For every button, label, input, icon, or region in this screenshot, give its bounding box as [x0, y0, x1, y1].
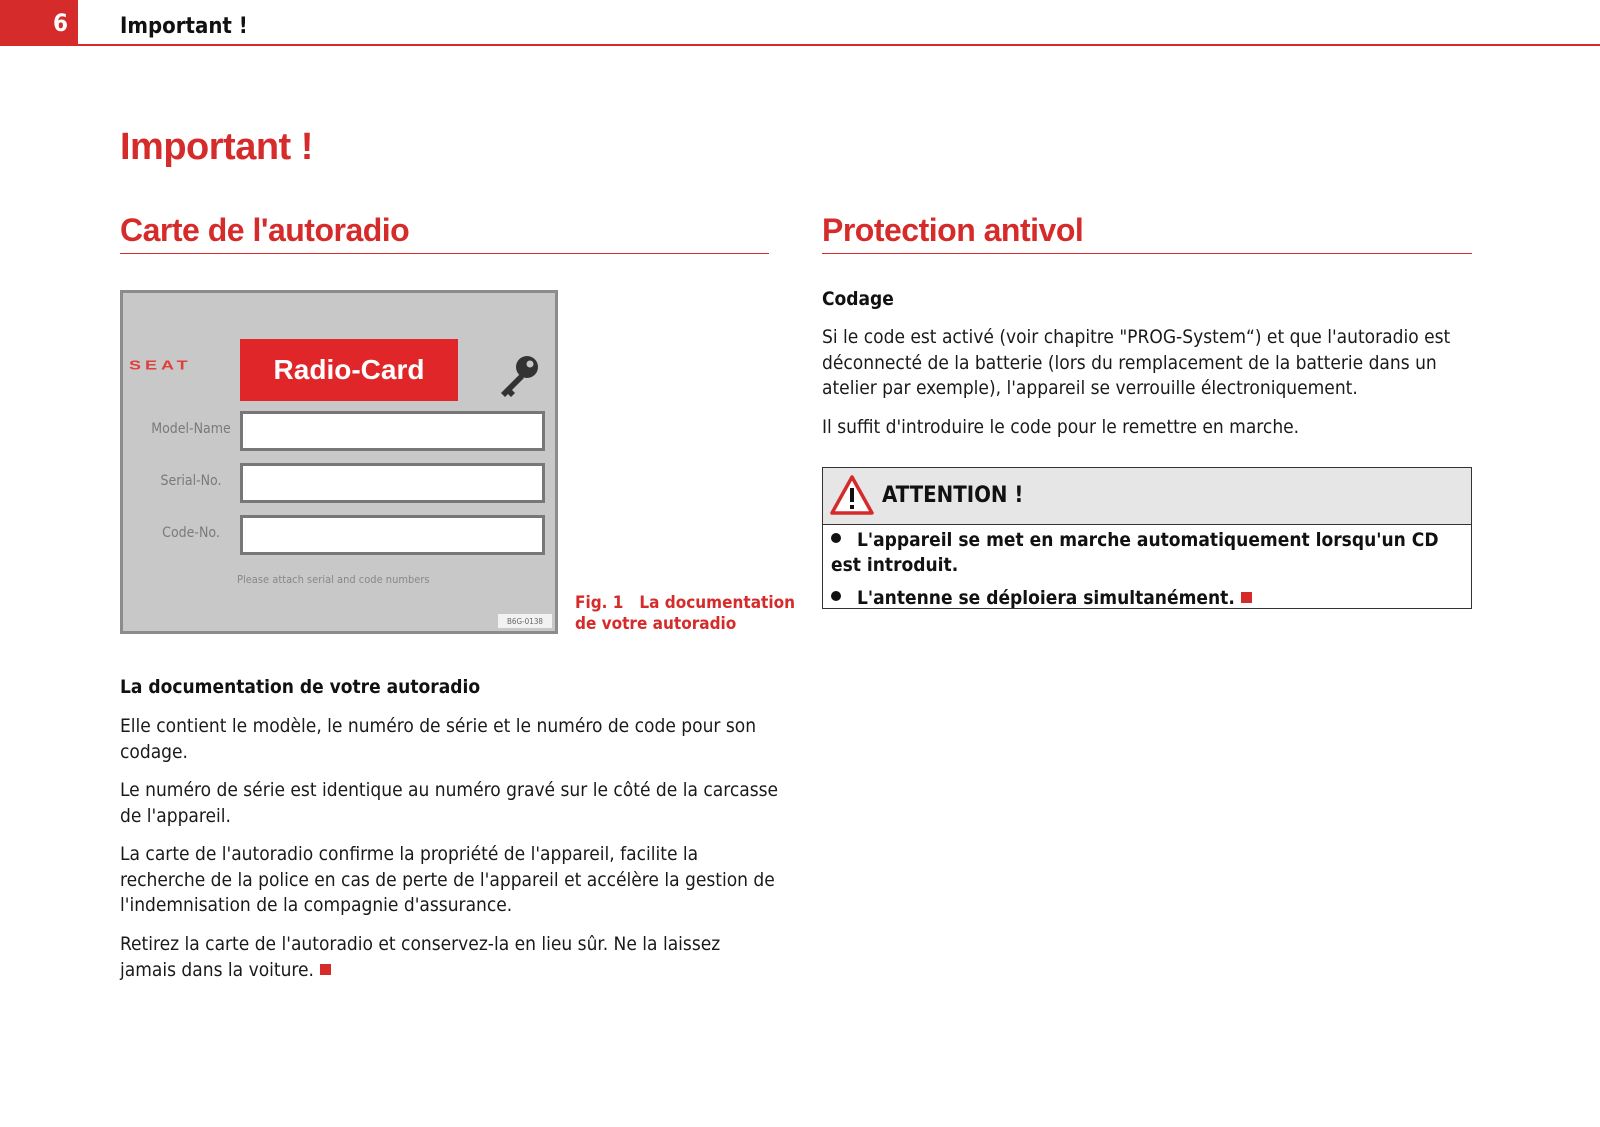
figure-caption-line2: de votre autoradio [575, 614, 737, 634]
serial-no-field [240, 463, 545, 503]
field-label-code: Code-No. [162, 525, 220, 541]
warning-header [823, 468, 1471, 525]
paragraph-contents: Elle contient le modèle, le numéro de série et le numéro de code pour son codage. [120, 715, 757, 763]
figure-caption [575, 593, 795, 635]
model-name-field [240, 411, 545, 451]
bullet [831, 591, 841, 601]
warning-box [822, 467, 1472, 609]
warning-item [831, 586, 1456, 611]
paragraph-coding: Si le code est activé (voir chapitre "PROG-System“) et que l'autoradio est déconnecté de la batterie (lors du remplacement de la batterie dans un atelier par exemple), l'appareil se verrouille électroniquement. [822, 326, 1451, 399]
section-title-radio-card: Carte de l'autoradio [120, 212, 410, 248]
subheading-coding: Codage [822, 288, 894, 310]
paragraph-keep-safe-text: Retirez la carte de l'autoradio et conservez-la en lieu sûr. Ne la laissez jamais dans la voiture. [120, 933, 721, 981]
warning-triangle-icon [829, 474, 875, 516]
header-rule [78, 44, 1600, 46]
running-header: Important ! [120, 14, 248, 39]
page-number: 6 [0, 0, 78, 46]
figure-code: B6G-0138 [498, 614, 552, 628]
bullet [831, 533, 841, 543]
paragraph-serial: Le numéro de série est identique au numéro gravé sur le côté de la carcasse de l'appareil. [120, 779, 779, 827]
paragraph-ownership: La carte de l'autoradio confirme la propriété de l'appareil, facilite la recherche de la police en cas de perte de l'appareil et accélère la gestion de l'indemnisation de la compagnie d'assurance. [120, 843, 775, 916]
radio-card-banner: Radio-Card [240, 339, 458, 401]
key-icon [493, 351, 543, 401]
section-rule-right [822, 253, 1472, 254]
figure-caption-line1: La documentation [639, 593, 795, 613]
code-no-field [240, 515, 545, 555]
warning-item [831, 528, 1456, 578]
page-title: Important ! [120, 126, 313, 168]
figure-note: Please attach serial and code numbers [237, 573, 430, 586]
seat-logo: SEAT [129, 358, 192, 373]
warning-item-text: L'appareil se met en marche automatiquement lorsqu'un CD est introduit. [831, 529, 1439, 576]
radio-card-figure [120, 290, 558, 634]
warning-title: ATTENTION ! [882, 483, 1024, 508]
end-mark [1241, 592, 1252, 603]
subheading-documentation: La documentation de votre autoradio [120, 676, 481, 698]
section-title-antitheft: Protection antivol [822, 212, 1084, 248]
section-rule-left [120, 253, 769, 254]
figure-caption-label: Fig. 1 [575, 593, 624, 613]
field-label-model: Model-Name [151, 421, 231, 437]
warning-item-text: L'antenne se déploiera simultanément. [857, 587, 1235, 609]
end-mark [320, 964, 331, 975]
paragraph-enter-code: Il suffit d'introduire le code pour le remettre en marche. [822, 416, 1300, 438]
paragraph-keep-safe [120, 932, 780, 983]
field-label-serial: Serial-No. [160, 473, 222, 489]
